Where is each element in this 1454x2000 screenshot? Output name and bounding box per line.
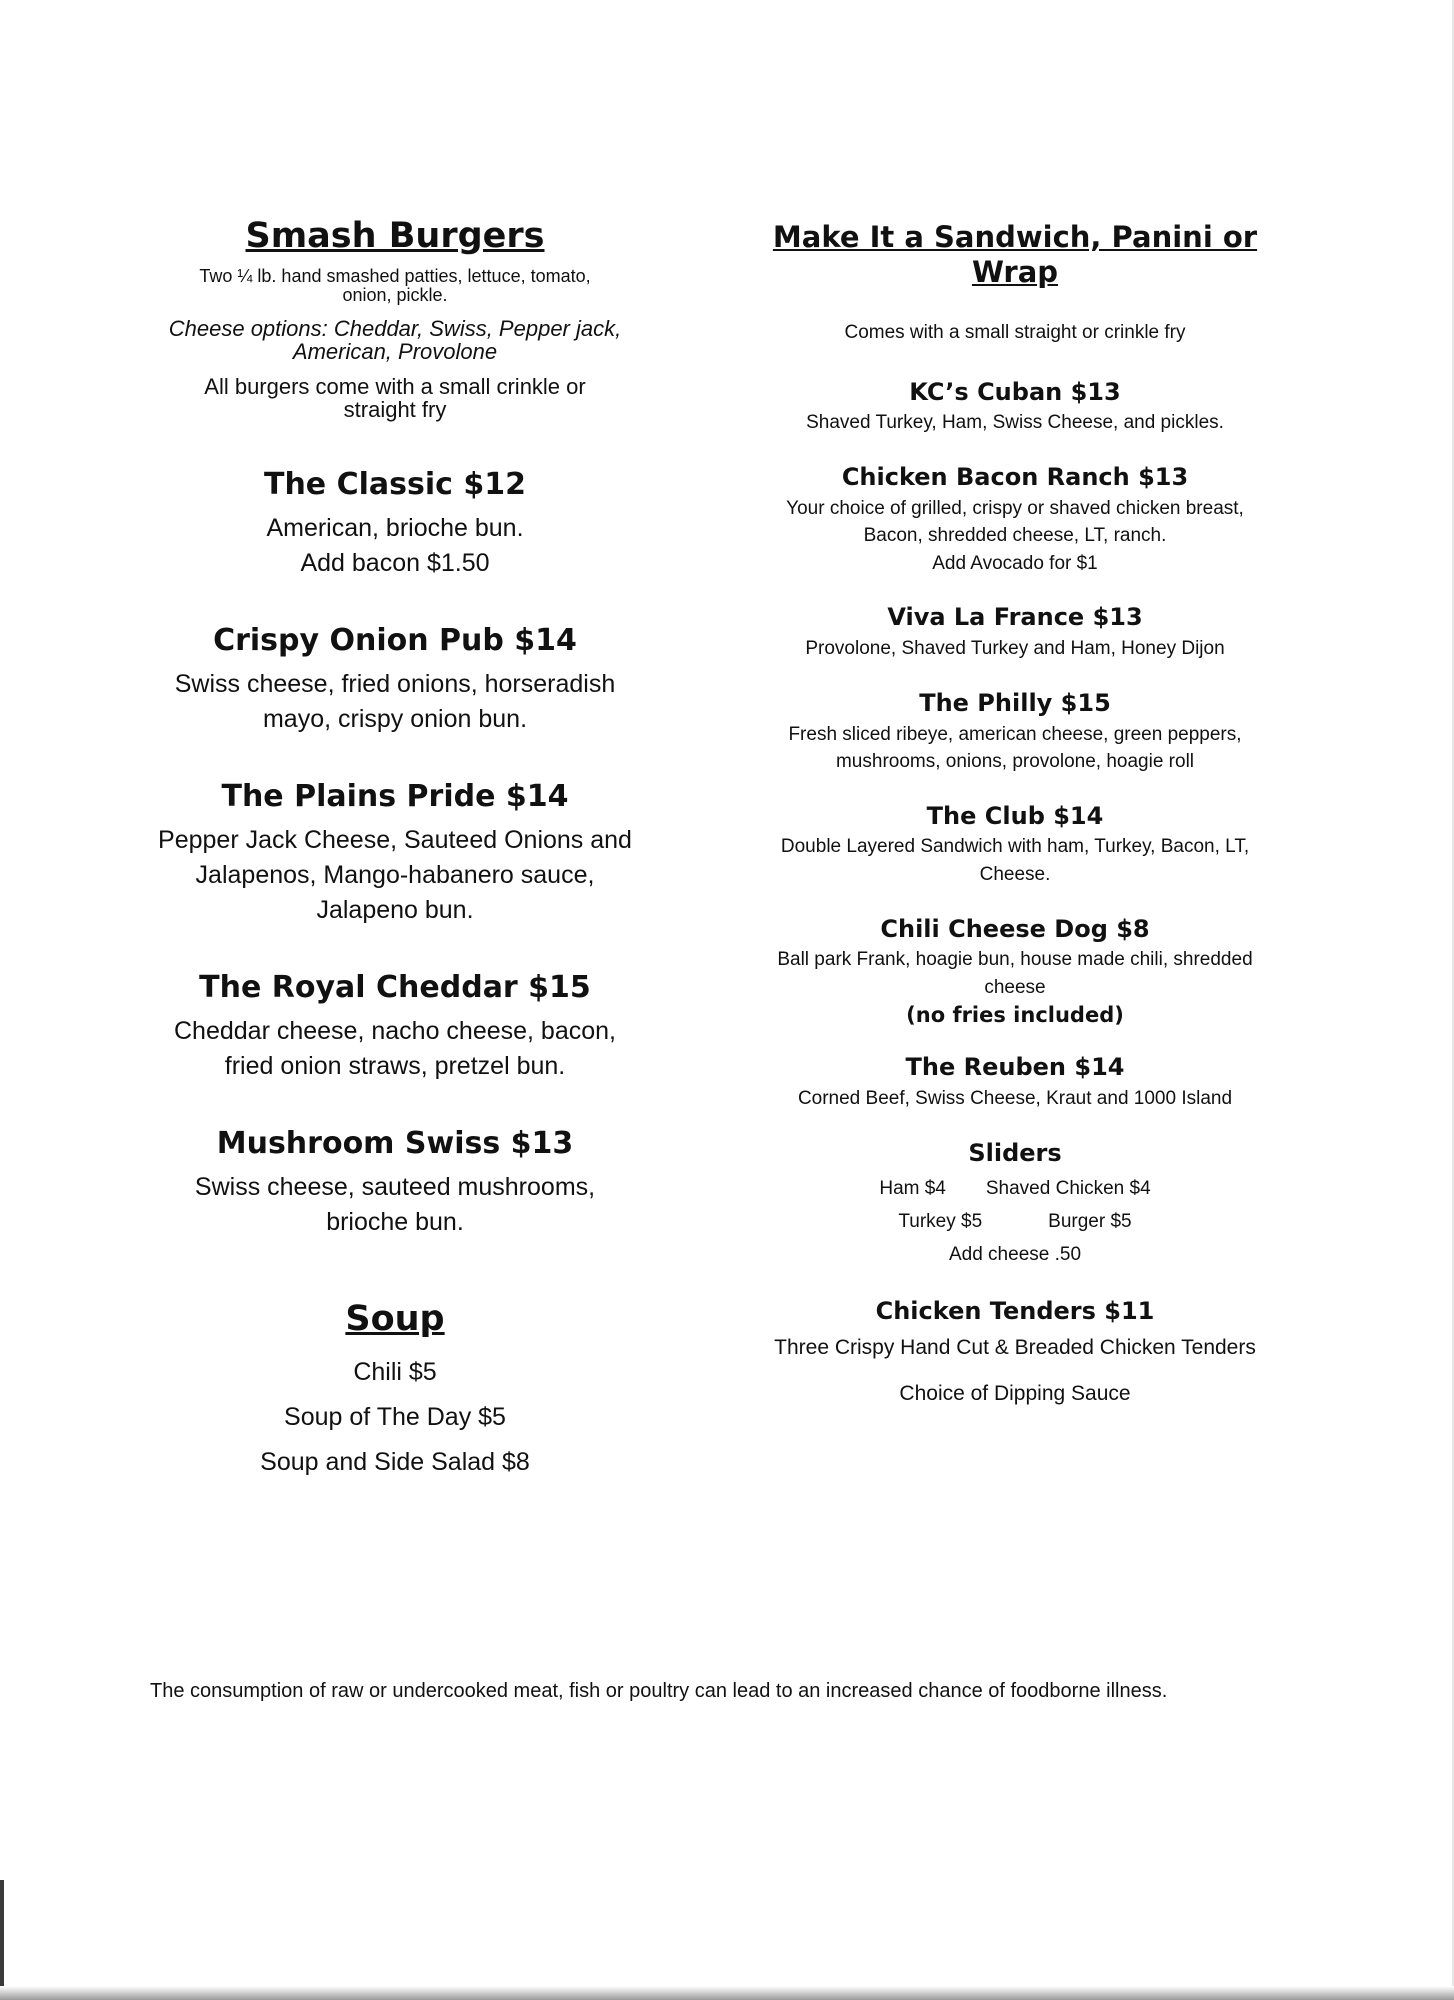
item-description [730, 635, 1300, 663]
item-description-line: Your choice of grilled, crispy or shaved chicken breast, [786, 497, 1244, 519]
burger-fries-line: straight fry [343, 397, 447, 423]
no-fries-note: (no fries included) [906, 1003, 1124, 1028]
sandwich-intro: Comes with a small straight or crinkle fry [844, 321, 1186, 343]
scan-mark [0, 1880, 4, 1990]
sliders-row [730, 1172, 1300, 1205]
sandwich-heading: Make It a Sandwich, Panini or Wrap [772, 220, 1258, 289]
smash-burgers-heading: Smash Burgers [245, 216, 545, 256]
item-description [130, 667, 660, 737]
item-description-line: Jalapenos, Mango-habanero sauce, [195, 861, 595, 890]
item-description-line: Corned Beef, Swiss Cheese, Kraut and 1000 Island [797, 1088, 1233, 1110]
item-description [130, 1014, 660, 1084]
item-description [130, 511, 660, 581]
item-description-line: Cheese. [979, 863, 1051, 885]
item-title: The Club $14 [926, 801, 1104, 830]
sliders-row [730, 1205, 1300, 1238]
item-title: Chili Cheese Dog $8 [880, 914, 1150, 943]
slider-option: Turkey $5 [898, 1210, 983, 1232]
sliders-heading: Sliders [968, 1138, 1062, 1167]
scan-shadow [0, 1986, 1454, 2000]
menu-item-mushroom-swiss [130, 1126, 660, 1240]
item-description-line: Add bacon $1.50 [300, 549, 490, 578]
item-title: Chicken Tenders $11 [875, 1297, 1155, 1326]
foodborne-illness-disclaimer: The consumption of raw or undercooked meat, fish or poultry can lead to an increased chance of foodborne illness. [150, 1680, 1168, 1702]
cheese-options-line: American, Provolone [292, 338, 498, 364]
item-title: Chicken Bacon Ranch $13 [841, 462, 1189, 491]
slider-add-cheese: Add cheese .50 [948, 1244, 1082, 1266]
burger-fries-line: All burgers come with a small crinkle or [204, 373, 586, 399]
item-description-line: fried onion straws, pretzel bun. [224, 1052, 566, 1081]
burger-intro-line: onion, pickle. [342, 284, 448, 305]
item-description-line: Cheddar cheese, nacho cheese, bacon, [174, 1017, 616, 1046]
item-description-line: mushrooms, onions, provolone, hoagie roll [835, 751, 1195, 773]
item-title: The Philly $15 [919, 688, 1111, 717]
left-column [130, 215, 660, 1485]
burger-intro-line: Two ¼ lb. hand smashed patties, lettuce, tomato, [199, 266, 591, 286]
sliders-section [730, 1139, 1300, 1272]
item-description [130, 1170, 660, 1240]
item-description-line: Double Layered Sandwich with ham, Turkey, Bacon, LT, [780, 836, 1250, 858]
cheese-options-line: Cheese options: Cheddar, Swiss, Pepper jack, [168, 315, 622, 341]
item-description [730, 495, 1300, 578]
item-description-line: Swiss cheese, fried onions, horseradish [174, 670, 616, 699]
slider-option: Burger $5 [1048, 1210, 1132, 1232]
menu-item-plains-pride [130, 779, 660, 928]
item-description [130, 823, 660, 928]
item-description-line: cheese [984, 976, 1046, 998]
slider-option: Shaved Chicken $4 [985, 1177, 1151, 1199]
item-title: The Plains Pride $14 [221, 779, 569, 815]
menu-item-royal-cheddar [130, 970, 660, 1084]
right-column [730, 220, 1300, 1406]
menu-item-viva-la-france [730, 603, 1300, 662]
menu-item-chicken-bacon-ranch [730, 463, 1300, 577]
item-description-line: Jalapeno bun. [316, 896, 474, 925]
burger-fries-note [160, 375, 630, 421]
item-description-line: brioche bun. [326, 1208, 464, 1237]
burger-intro [160, 267, 630, 305]
menu-item-chicken-tenders [730, 1297, 1300, 1406]
menu-item-crispy-onion-pub [130, 623, 660, 737]
item-description [730, 946, 1300, 1001]
item-description-line: Ball park Frank, hoagie bun, house made chili, shredded [777, 949, 1253, 971]
cheese-options [135, 317, 655, 363]
soup-heading: Soup [345, 1299, 445, 1340]
menu-item-philly [730, 689, 1300, 776]
item-description-line: Add Avocado for $1 [932, 552, 1098, 574]
item-description [730, 409, 1300, 437]
item-description-line: Fresh sliced ribeye, american cheese, green peppers, [788, 723, 1242, 745]
item-description-line: Shaved Turkey, Ham, Swiss Cheese, and pickles. [806, 412, 1224, 434]
menu-item-reuben [730, 1053, 1300, 1112]
item-description-line: Swiss cheese, sauteed mushrooms, [194, 1173, 596, 1202]
item-description [730, 833, 1300, 888]
item-title: The Reuben $14 [905, 1053, 1125, 1082]
item-title: Viva La France $13 [887, 603, 1143, 632]
soup-section [130, 1298, 660, 1485]
dipping-sauce-note: Choice of Dipping Sauce [899, 1382, 1131, 1406]
menu-item-club [730, 802, 1300, 889]
soup-item: Chili $5 [353, 1358, 437, 1387]
item-description-line: Pepper Jack Cheese, Sauteed Onions and [158, 826, 632, 855]
item-description [730, 1085, 1300, 1113]
menu-item-kcs-cuban [730, 378, 1300, 437]
item-title: Crispy Onion Pub $14 [213, 623, 577, 659]
item-description: Three Crispy Hand Cut & Breaded Chicken Tenders [774, 1336, 1256, 1360]
menu-item-chili-cheese-dog [730, 915, 1300, 1028]
soup-item: Soup of The Day $5 [284, 1403, 506, 1432]
item-title: Mushroom Swiss $13 [216, 1126, 574, 1162]
item-title: The Classic $12 [263, 467, 526, 503]
item-description [730, 721, 1300, 776]
item-description-line: Provolone, Shaved Turkey and Ham, Honey Dijon [805, 638, 1225, 660]
item-description-line: mayo, crispy onion bun. [262, 705, 528, 734]
sliders-list [730, 1172, 1300, 1272]
item-title: KC’s Cuban $13 [909, 377, 1121, 406]
item-description-line: Bacon, shredded cheese, LT, ranch. [863, 525, 1167, 547]
menu-item-classic [130, 467, 660, 581]
item-title: The Royal Cheddar $15 [199, 970, 591, 1006]
item-description-line: American, brioche bun. [266, 514, 524, 543]
slider-option: Ham $4 [879, 1177, 946, 1199]
soup-item: Soup and Side Salad $8 [260, 1448, 530, 1477]
